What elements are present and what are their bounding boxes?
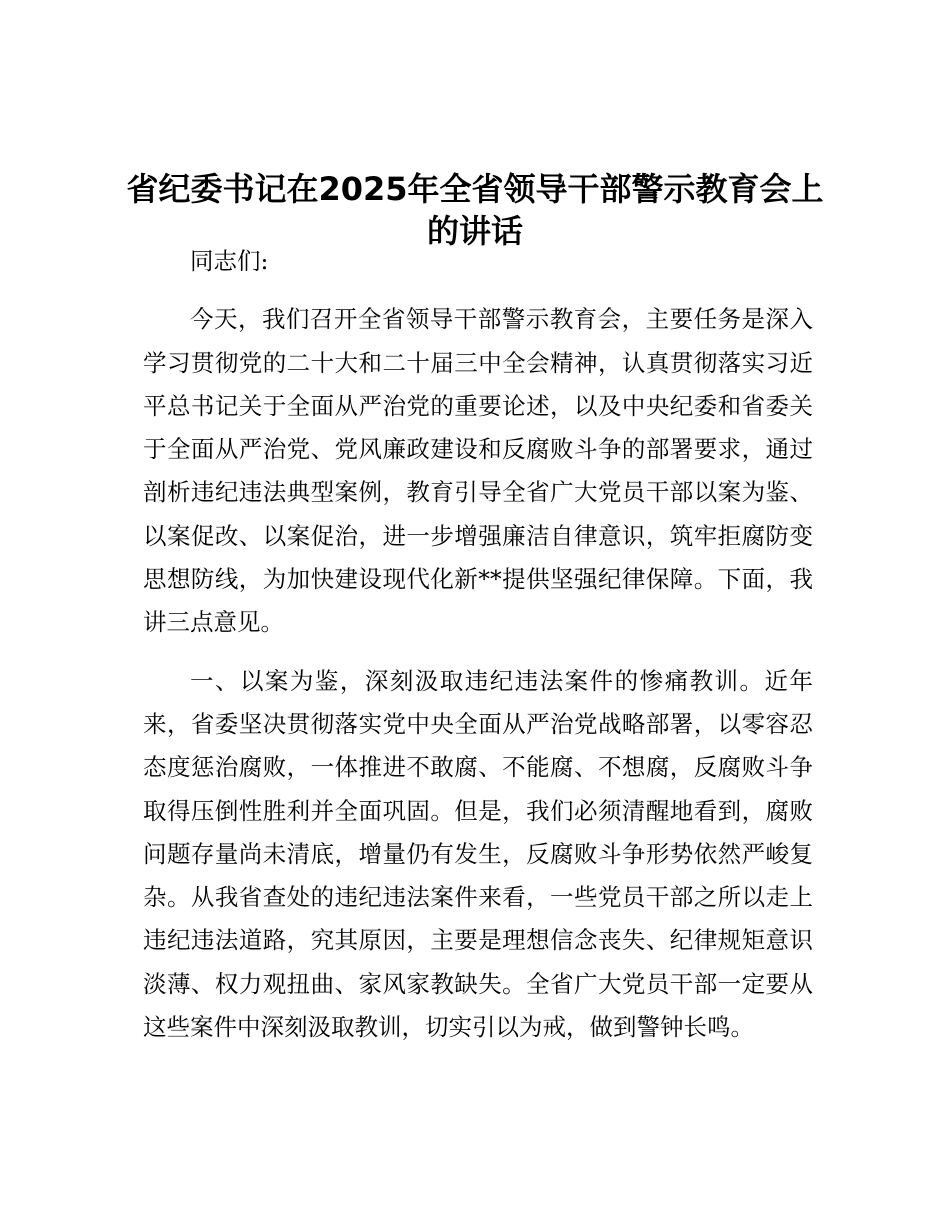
document-title: 省纪委书记在2025年全省领导干部警示教育会上的讲话: [126, 170, 824, 250]
document-body: [143, 240, 813, 1049]
salutation: 同志们:: [190, 247, 269, 275]
paragraph-intro: 今天，我们召开全省领导干部警示教育会，主要任务是深入学习贯彻党的二十大和二十届三中全会精神，认真贯彻落实习近平总书记关于全面从严治党的重要论述，以及中央纪委和省委关于全面从严治党、党风廉政建设和反腐败斗争的部署要求，通过剖析违纪违法典型案例，教育引导全省广大党员干部以案为鉴、以案促改、以案促治，进一步增强廉洁自律意识，筑牢拒腐防变思想防线，为加快建设现代化新**提供坚强纪律保障。下面，我讲三点意见。: [143, 305, 813, 637]
paragraph-section-one: 一、以案为鉴，深刻汲取违纪违法案件的惨痛教训。近年来，省委坚决贯彻落实党中央全面从严治党战略部署，以零容忍态度惩治腐败，一体推进不敢腐、不能腐、不想腐，反腐败斗争取得压倒性胜利并全面巩固。但是，我们必须清醒地看到，腐败问题存量尚未清底，增量仍有发生，反腐败斗争形势依然严峻复杂。从我省查处的违纪违法案件来看，一些党员干部之所以走上违纪违法道路，究其原因，主要是理想信念丧失、纪律规矩意识淡薄、权力观扭曲、家风家教缺失。全省广大党员干部一定要从这些案件中深刻汲取教训，切实引以为戒，做到警钟长鸣。: [143, 666, 813, 1042]
